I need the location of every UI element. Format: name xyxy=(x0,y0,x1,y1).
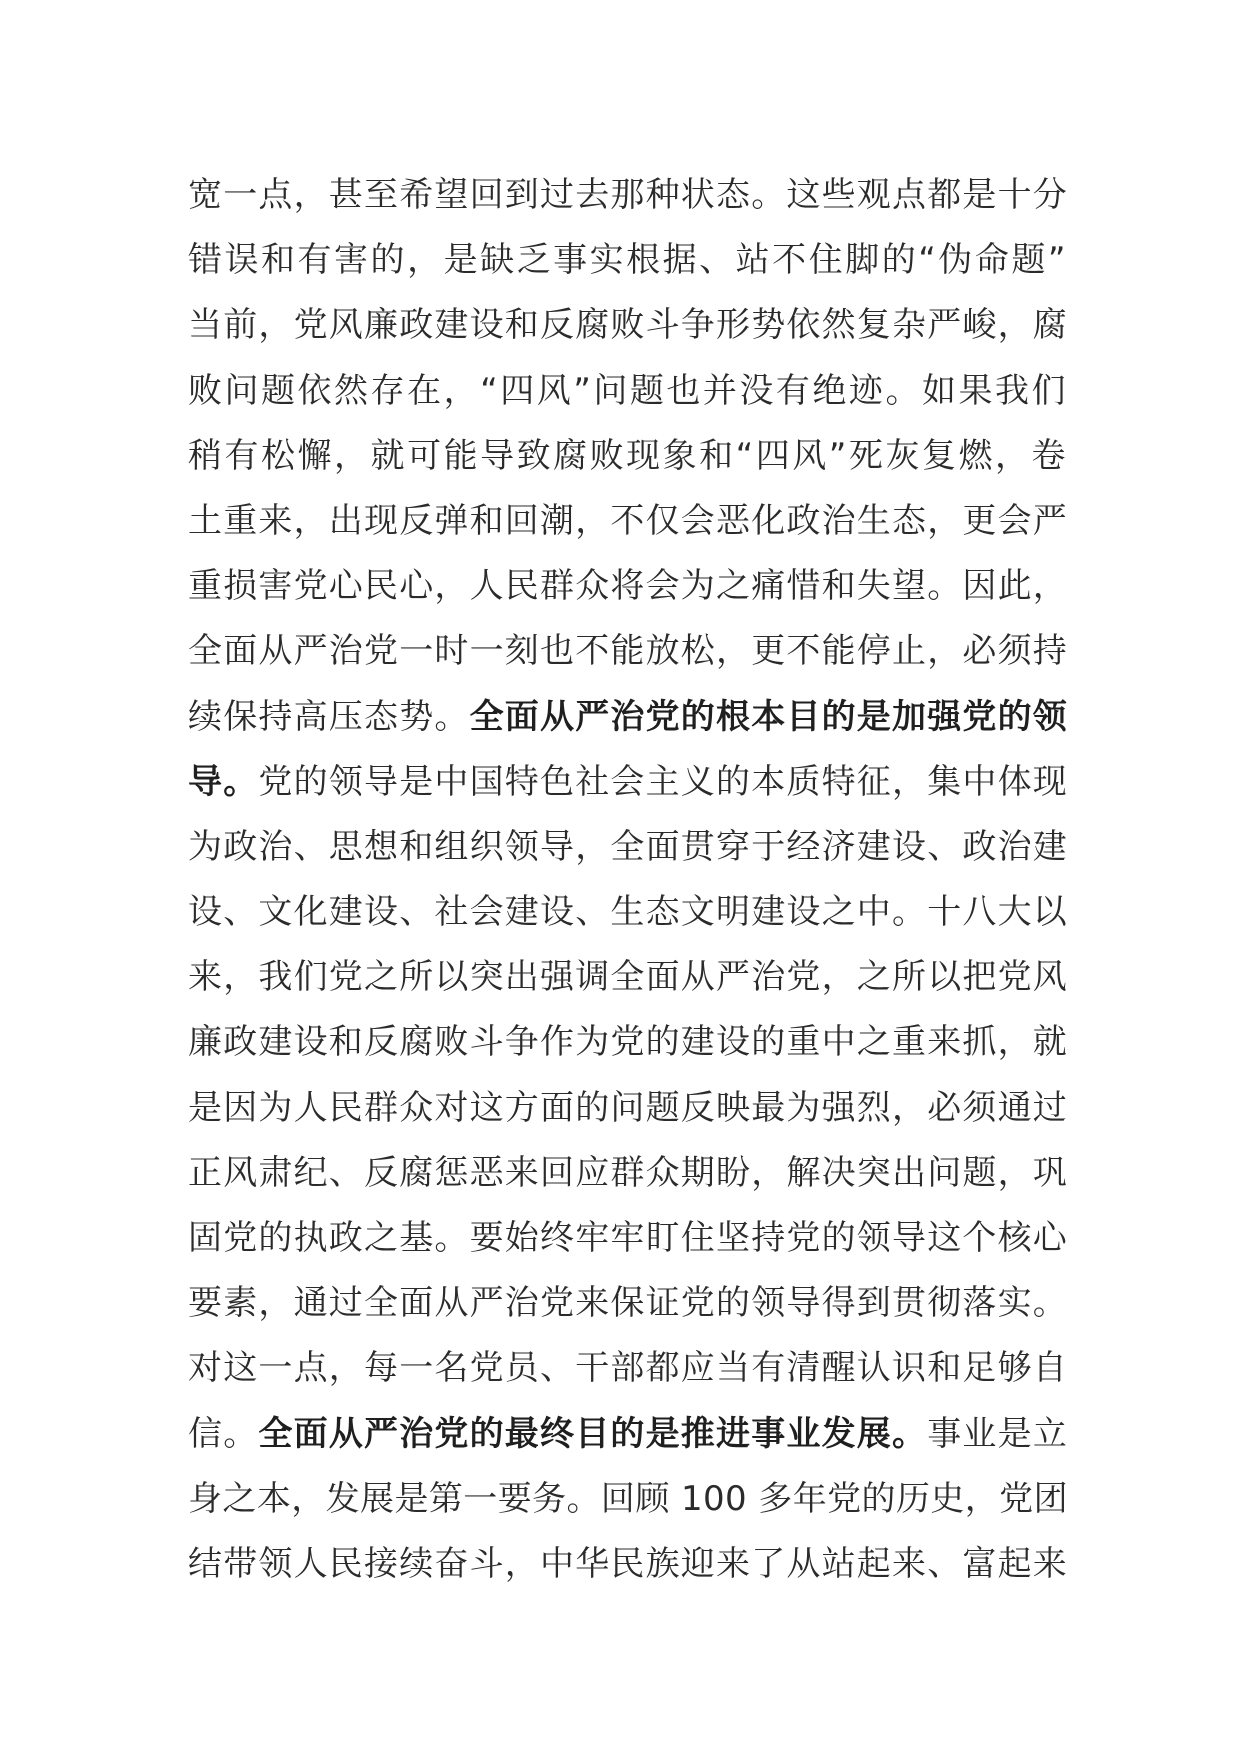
body-text-segment: 宽一点，甚至希望回到过去那种状态。这些观点都是十分 xyxy=(188,175,1068,215)
text-line xyxy=(188,1141,1068,1206)
body-text-segment: 正风肃纪、反腐惩恶来回应群众期盼，解决突出问题，巩 xyxy=(188,1152,1068,1193)
text-line xyxy=(188,1402,1068,1467)
bold-heading-text: 全面从严治党的最终目的是推进事业发展。 xyxy=(258,1413,928,1454)
text-line xyxy=(188,1010,1068,1075)
text-line xyxy=(188,815,1068,880)
text-line xyxy=(188,163,1068,228)
body-text-segment: 廉政建设和反腐败斗争作为党的建设的重中之重来抓，就 xyxy=(188,1022,1068,1063)
text-line xyxy=(188,1336,1068,1401)
text-line xyxy=(188,945,1068,1010)
body-text-segment: 全面从严治党一时一刻也不能放松，更不能停止，必须持 xyxy=(188,631,1068,672)
body-text-segment: 结带领人民接续奋斗，中华民族迎来了从站起来、富起来 xyxy=(188,1543,1068,1584)
body-text-segment: 土重来，出现反弹和回潮，不仅会恶化政治生态，更会严 xyxy=(188,500,1068,541)
text-line xyxy=(188,750,1068,815)
text-line xyxy=(188,554,1068,619)
text-line xyxy=(188,424,1068,489)
text-line xyxy=(188,228,1068,293)
body-text-segment: 身之本，发展是第一要务。回顾 100 多年党的历史，党团 xyxy=(188,1478,1068,1519)
body-text-segment: 稍有松懈，就可能导致腐败现象和“四风”死灰复燃，卷 xyxy=(188,435,1068,476)
text-line xyxy=(188,359,1068,424)
text-line xyxy=(188,489,1068,554)
text-line xyxy=(188,685,1068,750)
text-line xyxy=(188,1076,1068,1141)
text-line xyxy=(188,1206,1068,1271)
body-text-segment: 事业是立 xyxy=(927,1413,1069,1454)
text-line xyxy=(188,1271,1068,1336)
body-text xyxy=(188,163,1068,1597)
text-line xyxy=(188,619,1068,684)
body-text-segment: 来，我们党之所以突出强调全面从严治党，之所以把党风 xyxy=(188,957,1068,998)
body-text-segment: 是因为人民群众对这方面的问题反映最为强烈，必须通过 xyxy=(188,1087,1068,1128)
body-text-segment: 重损害党心民心，人民群众将会为之痛惜和失望。因此， xyxy=(188,566,1068,607)
body-text-segment: 固党的执政之基。要始终牢牢盯住坚持党的领导这个核心 xyxy=(188,1218,1068,1258)
bold-heading-text: 导。 xyxy=(188,761,259,802)
text-line xyxy=(188,293,1068,358)
body-text-segment: 对这一点，每一名党员、干部都应当有清醒认识和足够自 xyxy=(188,1348,1068,1389)
text-line xyxy=(188,880,1068,945)
body-text-segment: 续保持高压态势。 xyxy=(188,696,470,737)
body-text-segment: 败问题依然存在，“四风”问题也并没有绝迹。如果我们 xyxy=(188,370,1068,411)
text-line xyxy=(188,1532,1068,1597)
body-text-segment: 设、文化建设、社会建设、生态文明建设之中。十八大以 xyxy=(188,892,1068,933)
body-text-segment: 错误和有害的，是缺乏事实根据、站不住脚的“伪命题” xyxy=(188,240,1068,281)
body-text-segment: 为政治、思想和组织领导，全面贯穿于经济建设、政治建 xyxy=(188,826,1068,867)
bold-heading-text: 全面从严治党的根本目的是加强党的领 xyxy=(469,696,1069,737)
text-line xyxy=(188,1467,1068,1532)
body-text-segment: 当前，党风廉政建设和反腐败斗争形势依然复杂严峻，腐 xyxy=(188,305,1068,346)
body-text-segment: 要素，通过全面从严治党来保证党的领导得到贯彻落实。 xyxy=(188,1283,1068,1324)
body-text-segment: 信。 xyxy=(188,1413,259,1454)
body-text-segment: 党的领导是中国特色社会主义的本质特征，集中体现 xyxy=(258,761,1069,802)
